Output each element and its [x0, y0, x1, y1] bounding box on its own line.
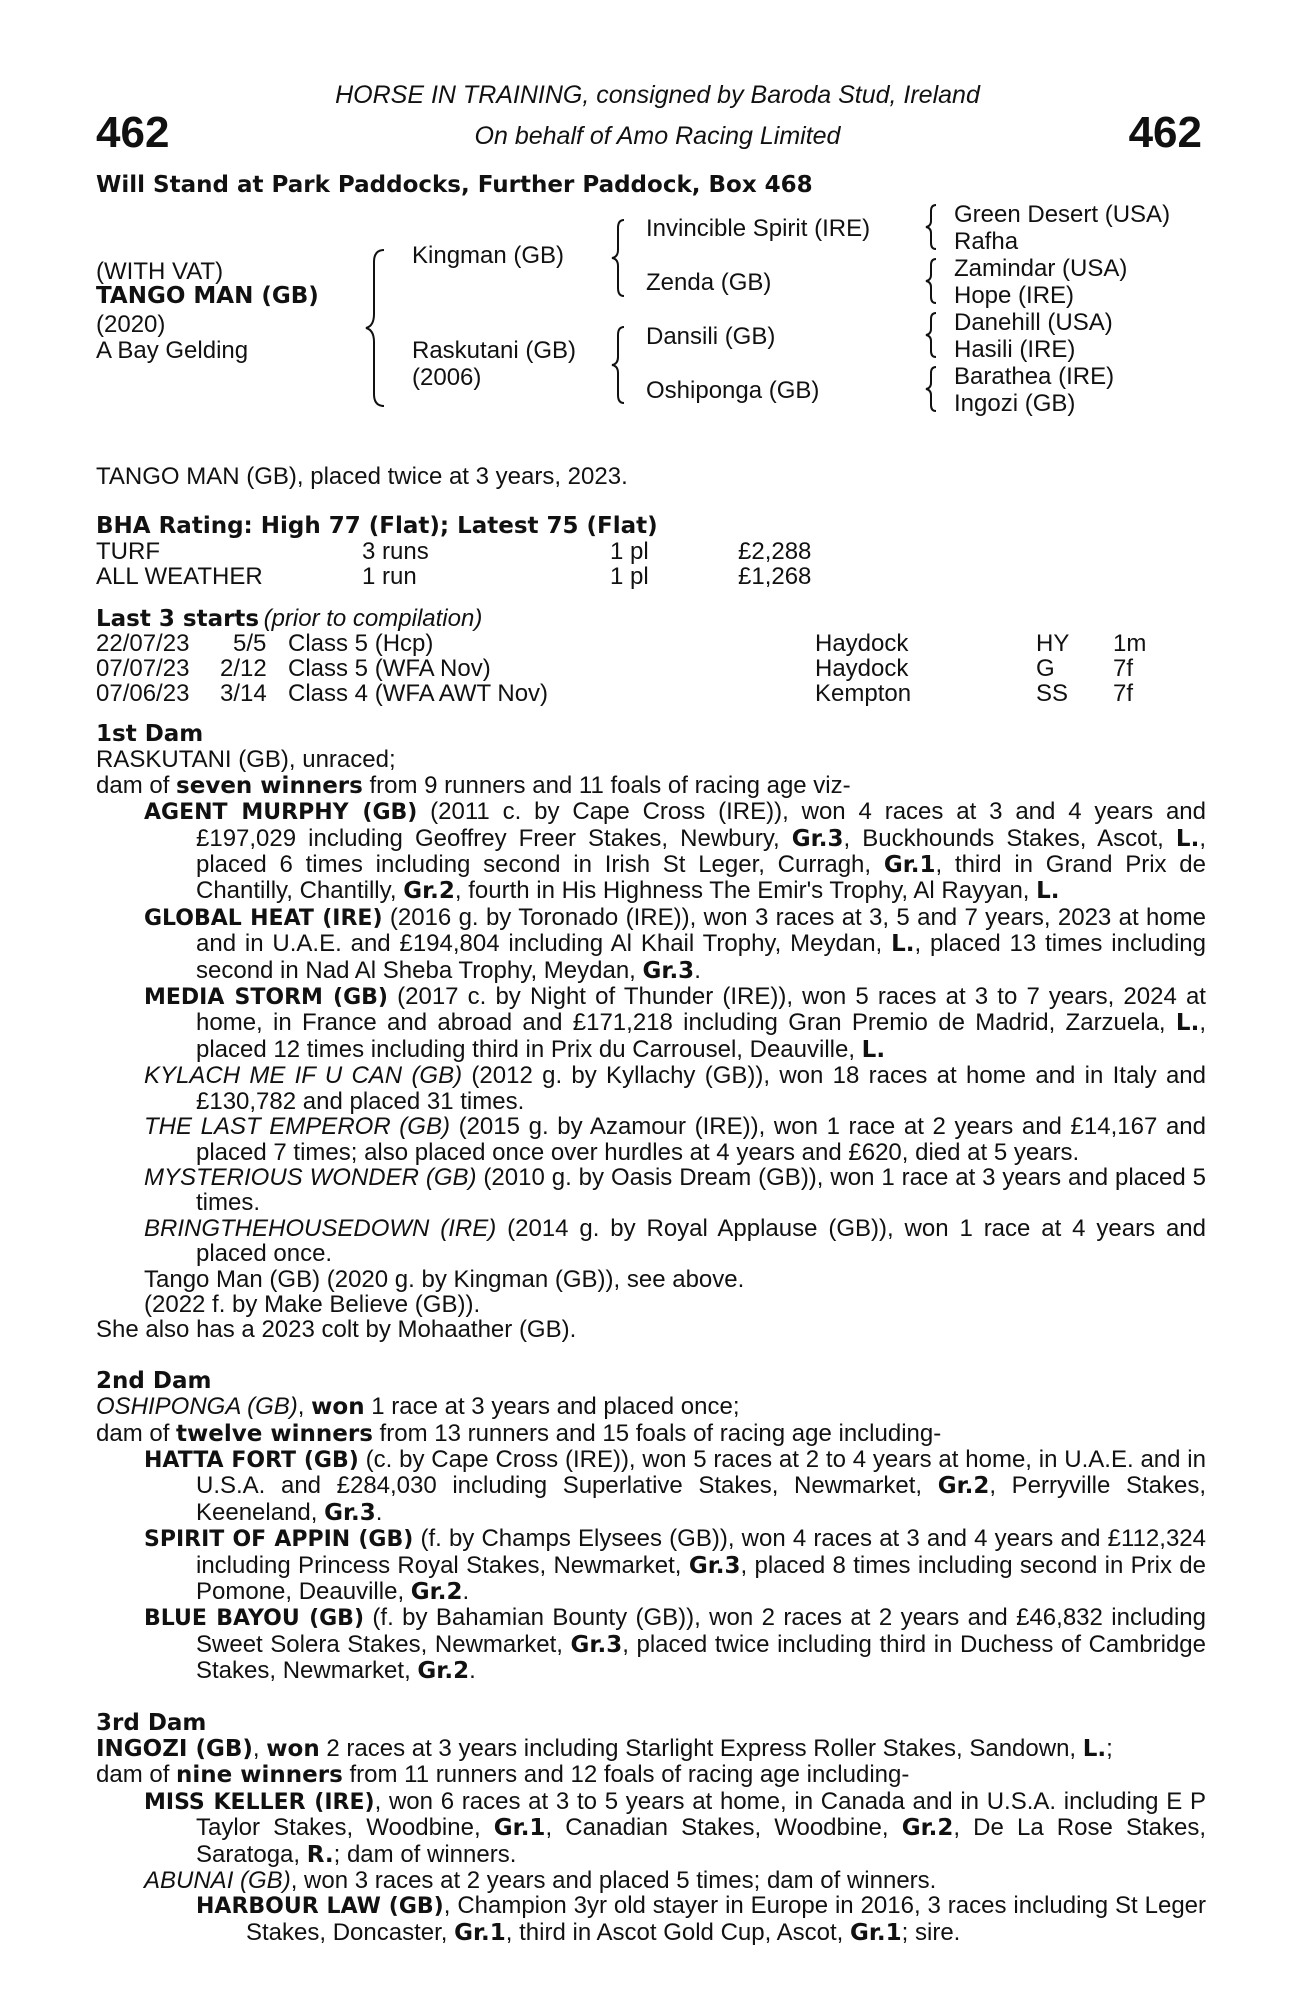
start-1-class: Class 5 (Hcp)	[288, 630, 434, 657]
lot-number-right: 462	[1128, 108, 1202, 157]
pedigree-g3-6: Hasili (IRE)	[954, 336, 1076, 363]
dam1-entry-kylach: KYLACH ME IF U CAN (GB) (2012 g. by Kyllachy (GB)), won 18 races at home and in Italy and £130,782 and placed 31 times.	[144, 1062, 1207, 1115]
dam2-entry-spirit-of-appin: SPIRIT OF APPIN (GB) (f. by Champs Elysees (GB)), won 4 races at 3 and 4 years and £112,324 including Princess Royal Stakes, Newmarket, Gr.3, placed 8 times including second in Prix de Pomone, Deauville, Gr.2.	[144, 1525, 1206, 1605]
race-summary: TANGO MAN (GB), placed twice at 3 years, 2023.	[96, 463, 628, 490]
pedigree-g3-1: Green Desert (USA)	[954, 201, 1171, 228]
horse-description: A Bay Gelding	[96, 337, 249, 364]
last-starts-note: (prior to compilation)	[263, 605, 483, 632]
pedigree-g3-8: Ingozi (GB)	[954, 390, 1076, 417]
pedigree-brace-g3-1	[922, 203, 940, 251]
dam1-entry-last-emperor: THE LAST EMPEROR (GB) (2015 g. by Azamour (IRE)), won 1 race at 2 years and £14,167 and placed 7 times; also placed once over hurdles at 4 years and £620, died at 5 years.	[144, 1113, 1206, 1166]
pedigree-g2-3: Dansili (GB)	[646, 323, 776, 350]
dam3-entry-miss-keller: MISS KELLER (IRE), won 6 races at 3 to 5 years at home, in Canada and in U.S.A. including E P Taylor Stakes, Woodbine, Gr.1, Canadian Stakes, Woodbine, Gr.2, De La Rose Stakes, Saratoga, R.; dam of winners.	[144, 1787, 1207, 1868]
rating-earnings-turf: £2,288	[738, 538, 812, 565]
pedigree-brace-sire	[608, 218, 628, 298]
dam3-title: 3rd Dam	[96, 1709, 207, 1736]
dam2-intro1: OSHIPONGA (GB), won 1 race at 3 years and placed once;	[96, 1393, 740, 1421]
rating-runs-aw: 1 run	[362, 563, 417, 590]
rating-earnings-aw: £1,268	[738, 563, 812, 590]
pedigree-dam-year: (2006)	[412, 364, 482, 391]
last-starts-title: Last 3 starts	[96, 606, 260, 632]
pedigree-brace-g3-4	[922, 365, 940, 413]
dam-records	[96, 722, 1206, 1946]
dam2-title: 2nd Dam	[96, 1367, 212, 1394]
start-2-going: G	[1036, 655, 1055, 682]
dam1-entry-2022-filly: (2022 f. by Make Believe (GB)).	[144, 1290, 481, 1318]
start-3-date: 07/06/23	[96, 680, 190, 707]
rating-runs-turf: 3 runs	[362, 538, 429, 565]
start-3-course: Kempton	[815, 680, 912, 707]
dam2-entry-hatta-fort: HATTA FORT (GB) (c. by Cape Cross (IRE)), won 5 races at 2 to 4 years at home, in U.A.E. and in U.S.A. and £284,030 including Superlative Stakes, Newmarket, Gr.2, Perryville Stakes, Keeneland, Gr.3.	[144, 1445, 1206, 1526]
dam1-entry-bringthehousedown: BRINGTHEHOUSEDOWN (IRE) (2014 g. by Royal Applause (GB)), won 1 race at 4 years and placed once.	[144, 1214, 1206, 1268]
dam1-intro1: RASKUTANI (GB), unraced;	[96, 746, 396, 774]
start-1-going: HY	[1036, 630, 1070, 657]
start-1-date: 22/07/23	[96, 630, 190, 657]
dam1-entry-global-heat: GLOBAL HEAT (IRE) (2016 g. by Toronado (IRE)), won 3 races at 3, 5 and 7 years, 2023 at home and in U.A.E. and £194,804 including Al Khail Trophy, Meydan, L., placed 13 times including second in Nad Al Sheba Trophy, Meydan, Gr.3.	[144, 903, 1207, 984]
pedigree-g2-4: Oshiponga (GB)	[646, 377, 820, 404]
start-3-class: Class 4 (WFA AWT Nov)	[288, 680, 549, 707]
horse-year: (2020)	[96, 311, 166, 338]
pedigree-brace-dam	[608, 325, 628, 405]
dam2-entry-blue-bayou: BLUE BAYOU (GB) (f. by Bahamian Bounty (GB)), won 2 races at 2 years and £46,832 including Sweet Solera Stakes, Newmarket, Gr.3, placed twice including third in Duchess of Cambridge Stakes, Newmarket, Gr.2.	[144, 1604, 1206, 1685]
pedigree-g3-5: Danehill (USA)	[954, 309, 1113, 336]
pedigree-sire: Kingman (GB)	[412, 242, 565, 269]
pedigree-dam: Raskutani (GB)	[412, 337, 577, 364]
pedigree-brace-g3-3	[922, 311, 940, 359]
pedigree-g3-2: Rafha	[954, 228, 1019, 255]
dam1-footer: She also has a 2023 colt by Mohaather (GB).	[96, 1316, 577, 1344]
pedigree-g2-2: Zenda (GB)	[646, 269, 772, 296]
stand-location: Will Stand at Park Paddocks, Further Paddock, Box 468	[96, 172, 813, 198]
last-starts-heading	[96, 605, 482, 633]
start-1-course: Haydock	[815, 630, 909, 657]
horse-name: TANGO MAN (GB)	[96, 283, 319, 309]
start-2-date: 07/07/23	[96, 655, 190, 682]
pedigree-brace-g3-2	[922, 257, 940, 305]
start-2-course: Haydock	[815, 655, 909, 682]
start-3-pos: 3/14	[220, 680, 267, 707]
vat-note: (WITH VAT)	[96, 258, 224, 285]
pedigree-g3-7: Barathea (IRE)	[954, 363, 1115, 390]
rating-placed-turf: 1 pl	[610, 538, 649, 565]
pedigree-g2-1: Invincible Spirit (IRE)	[646, 215, 871, 242]
dam1-intro2: dam of seven winners from 9 runners and 11 foals of racing age viz-	[96, 771, 851, 799]
dam1-title: 1st Dam	[96, 721, 204, 747]
start-3-going: SS	[1036, 680, 1069, 707]
dam2-intro2: dam of twelve winners from 13 runners and 15 foals of racing age including-	[96, 1419, 942, 1447]
pedigree-brace-main	[362, 248, 392, 408]
on-behalf-line: On behalf of Amo Racing Limited	[474, 122, 841, 150]
dam1-entry-agent-murphy: AGENT MURPHY (GB) (2011 c. by Cape Cross (IRE)), won 4 races at 3 and 4 years and £197,029 including Geoffrey Freer Stakes, Newbury, Gr.3, Buckhounds Stakes, Ascot, L., placed 6 times including second in Irish St Leger, Curragh, Gr.1, third in Grand Prix de Chantilly, Chantilly, Gr.2, fourth in His Highness The Emir's Trophy, Al Rayyan, L.	[144, 798, 1207, 905]
rating-surface-aw: ALL WEATHER	[96, 563, 263, 590]
pedigree-g3-4: Hope (IRE)	[954, 282, 1075, 309]
dam3-intro1: INGOZI (GB), won 2 races at 3 years including Starlight Express Roller Stakes, Sandown, L.;	[96, 1735, 1113, 1763]
start-1-pos: 5/5	[233, 630, 267, 657]
dam1-entry-tango-man: Tango Man (GB) (2020 g. by Kingman (GB)), see above.	[144, 1265, 745, 1293]
dam3-entry-harbour-law: HARBOUR LAW (GB), Champion 3yr old stayer in Europe in 2016, 3 races including St Leger Stakes, Doncaster, Gr.1, third in Ascot Gold Cup, Ascot, Gr.1; sire.	[196, 1892, 1207, 1946]
start-2-dist: 7f	[1113, 655, 1134, 682]
dam1-entry-mysterious-wonder: MYSTERIOUS WONDER (GB) (2010 g. by Oasis Dream (GB)), won 1 race at 3 years and placed 5 times.	[144, 1163, 1206, 1217]
lot-number-left: 462	[96, 108, 170, 157]
start-2-pos: 2/12	[220, 655, 267, 682]
start-1-dist: 1m	[1113, 630, 1147, 657]
start-2-class: Class 5 (WFA Nov)	[288, 655, 491, 682]
rating-placed-aw: 1 pl	[610, 563, 649, 590]
bha-rating-title: BHA Rating: High 77 (Flat); Latest 75 (Flat)	[96, 513, 658, 539]
start-3-dist: 7f	[1113, 680, 1134, 707]
rating-surface-turf: TURF	[96, 538, 160, 565]
pedigree-g3-3: Zamindar (USA)	[954, 255, 1128, 282]
dam3-intro2: dam of nine winners from 11 runners and 12 foals of racing age including-	[96, 1761, 910, 1789]
dam3-entry-abunai: ABUNAI (GB), won 3 races at 2 years and placed 5 times; dam of winners.	[144, 1867, 937, 1895]
dam1-entry-media-storm: MEDIA STORM (GB) (2017 c. by Night of Thunder (IRE)), won 5 races at 3 to 7 years, 2024 at home, in France and abroad and £171,218 including Gran Premio de Madrid, Zarzuela, L., placed 12 times including third in Prix du Carrousel, Deauville, L.	[144, 983, 1206, 1063]
consignor-line: HORSE IN TRAINING, consigned by Baroda Stud, Ireland	[335, 81, 980, 109]
